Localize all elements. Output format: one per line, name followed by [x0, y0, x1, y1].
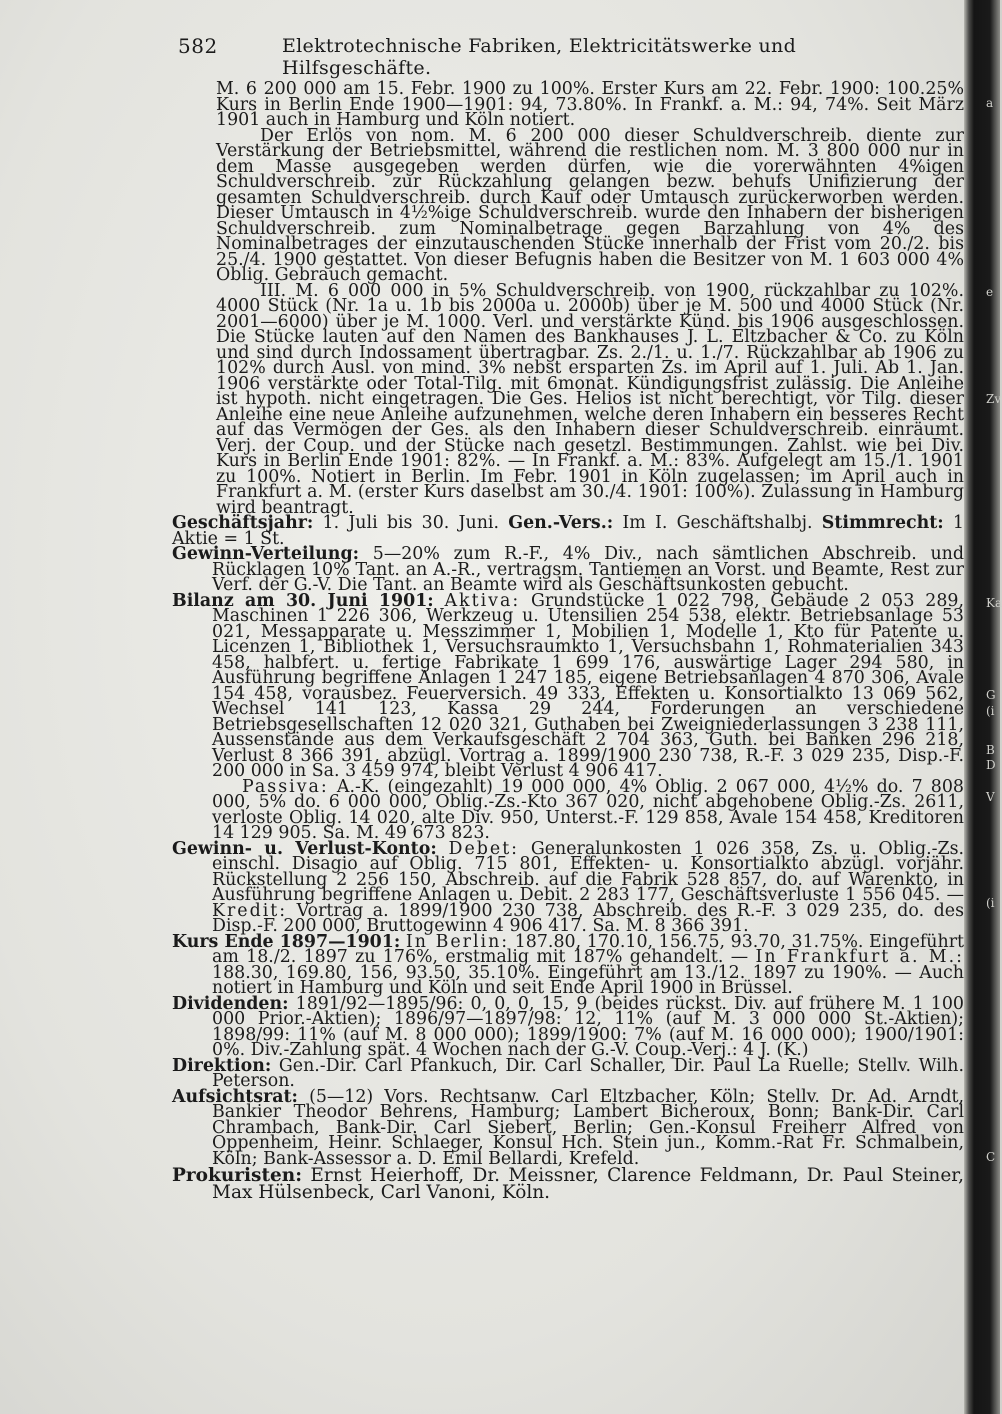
bond-issue-paragraph-2-text: Der Erlös von nom. M. 6 200 000 dieser Schuldverschreib. diente zur Verstärkung der Betriebsmittel, während die restlichen nom. M. 3 800 000 nur in dem Masse ausgegeben werden dürfen, wie die vorerwähnten 4%igen Schuldverschreib. zur Rückzahlung gelangen bezw. behufs Unifizierung der gesamten Schuldverschreib. durch Kauf oder Umtausch zurückerworben werden. Dieser Umtausch in 4½%ige Schuldverschreib. wurde den Inhabern der bisherigen Schuldverschreib. zum Nominalbetrage gegen Barzahlung von 4% des Nominalbetrages der einzutauschenden Stücke innerhalb der Frist vom 20./2. bis 25./4. 1900 gestattet. Von dieser Befugnis haben die Besitzer von M. 1 603 000 4% Oblig. Gebrauch gemacht. — [216, 125, 964, 285]
stimmrecht-label: Stimmrecht: — [821, 513, 944, 533]
gewinn-verteilung-entry — [172, 544, 964, 595]
edge-fragment: V — [986, 790, 995, 804]
running-head: Elektrotechnische Fabriken, Elektricitätswerke und Hilfsgeschäfte. — [282, 35, 797, 79]
gewinn-verteilung-text: 5—20% zum R.-F., 4% Div., nach sämtlichen Abschreib. und Rücklagen 10% Tant. an A.-R., vertragsm. Tantiemen an Vorst. und Beamte, Rest zur Verf. der G.-V. Die Tant. an Beamte wird als Geschäftsunkosten gebucht. — [212, 544, 964, 595]
dividenden-text: 1891/92—1895/96: 0, 0, 0, 15, 9 (beides rückst. Div. auf frühere M. 1 100 000 Prior.-Aktien); 1896/97—1897/98: 12, 11% (auf M. 3 000 000 St.-Aktien); 1898/99: 11% (auf M. 8 000 000); 1899/1900: 7% (auf M. 16 000 000); 1900/1901: 0%. Div.-Zahlung spät. 4 Wochen nach der G.-V. Coup.-Verj.: 4 J. (K.) — [212, 993, 964, 1060]
bilanz-passiva-entry — [172, 776, 964, 843]
geschaeftsjahr-entry — [172, 513, 964, 549]
aktiva-label: Aktiva: — [444, 590, 521, 611]
passiva-label: Passiva: — [242, 776, 329, 797]
geschaeftsjahr-label: Geschäftsjahr: — [172, 513, 314, 533]
bond-issue-paragraph-2 — [172, 125, 964, 285]
passiva-text: A.-K. (eingezahlt) 19 000 000, 4% Oblig. 2 067 000, 4½% do. 7 808 000, 5% do. 6 000 000, Oblig.-Zs.-Kto 367 020, nicht abgehobene Oblig.-Zs. 2611, verloste Oblig. 14 020, alte Div. 950, Unterst.-F. 129 858, Avale 154 458, Kreditoren 14 129 905. Sa. M. 49 673 823. — [212, 776, 964, 843]
gewinn-verteilung-label: Gewinn-Verteilung: — [172, 544, 360, 564]
prokuristen-text: Ernst Heierhoff, Dr. Meissner, Clarence Feldmann, Dr. Paul Steiner, Max Hülsenbeck, Carl Vanoni, Köln. — [212, 1165, 964, 1203]
kredit-text: Vortrag a. 1899/1900 230 738, Abschreib. des R.-F. 3 029 235, do. des Disp.-F. 200 000, Bruttogewinn 4 906 417. Sa. M. 8 366 391. — [212, 900, 964, 936]
stimmrecht-text: 1 Aktie = 1 St. — [172, 513, 964, 549]
adjacent-page-edge — [986, 0, 1000, 1414]
edge-fragment: B — [986, 743, 995, 757]
edge-fragment: (i — [986, 704, 995, 718]
gewinn-verlust-konto-entry — [172, 838, 965, 936]
gen-vers-label: Gen.-Vers.: — [508, 513, 614, 533]
bond-issue-paragraph-1: M. 6 200 000 am 15. Febr. 1900 zu 100%. Erster Kurs am 22. Febr. 1900: 100.25% Kurs in Berlin Ende 1900—1901: 94, 73.80%. In Frankf. a. M.: 94, 74%. Seit März 1901 auch in Hamburg und Köln notiert. — [216, 79, 964, 130]
edge-fragment: a — [986, 96, 994, 110]
direktion-entry — [172, 1055, 964, 1091]
kurs-label: Kurs Ende 1897—1901: — [172, 931, 401, 952]
kurs-berlin-text: 187.80, 170.10, 156.75, 93.70, 31.75%. Eingeführt am 18./2. 1897 zu 176%, erstmalig mit 187% gehandelt. — — [212, 931, 964, 967]
bond-issue-paragraph-3 — [172, 280, 964, 518]
aufsichtsrat-label: Aufsichtsrat: — [172, 1086, 298, 1107]
aufsichtsrat-entry — [172, 1086, 964, 1169]
bilanz-label: Bilanz am 30. Juni 1901: — [172, 590, 434, 611]
gewinn-verlust-konto-label: Gewinn- u. Verlust-Konto: — [172, 838, 437, 859]
edge-fragment: (i — [986, 896, 995, 910]
debet-text: Generalunkosten 1 026 358, Zs. u. Oblig.-Zs. einschl. Disagio auf Oblig. 715 801, Effekten- u. Konsortialkto abzügl. vorjähr. Rückstellung 2 256 150, Abschreib. auf die Fabrik 528 857, do. auf Warenkto, in Ausführung begriffene Anlagen u. Debit. 2 283 177, Geschäftsverluste 1 556 045. — — [212, 838, 965, 905]
geschaeftsjahr-text: 1. Juli bis 30. Juni. — [322, 513, 500, 533]
page-header — [178, 34, 898, 79]
kurs-berlin-label: In Berlin: — [405, 931, 510, 952]
aufsichtsrat-text: (5—12) Vors. Rechtsanw. Carl Eltzbacher, Köln; Stellv. Dr. Ad. Arndt, Bankier Theodor Behrens, Hamburg; Lambert Bicheroux, Bonn; Bank-Dir. Carl Chrambach, Bank-Dir. Carl Siebert, Berlin; Gen.-Konsul Freiherr Alfred von Oppenheim, Heinr. Schlaeger, Konsul Hch. Stein jun., Komm.-Rat Fr. Schmalbein, Köln; Bank-Assessor a. D. Emil Bellardi, Krefeld. — [212, 1086, 964, 1169]
dividenden-label: Dividenden: — [172, 993, 289, 1014]
prokuristen-label: Prokuristen: — [172, 1165, 303, 1186]
direktion-label: Direktion: — [172, 1055, 272, 1076]
dividenden-entry — [172, 993, 964, 1060]
page-body — [172, 79, 965, 1382]
prokuristen-entry — [172, 1167, 964, 1201]
edge-fragment: e — [986, 285, 994, 299]
page-number: 582 — [178, 34, 218, 58]
edge-fragment: Zv — [986, 392, 1002, 406]
kurs-entry — [172, 931, 964, 998]
kurs-frankfurt-label: In Frankfurt a. M.: — [755, 947, 964, 967]
gen-vers-text: Im I. Geschäftshalbj. — [622, 513, 813, 533]
aktiva-text: Grundstücke 1 022 798, Gebäude 2 053 289, Maschinen 1 226 306, Werkzeug u. Utensilien 254 538, elektr. Betriebsanlage 53 021, Messapparate u. Messzimmer 1, Mobilien 1, Modelle 1, Kto für Patente u. Licenzen 1, Bibliothek 1, Versuchsraumkto 1, Versuchsbahn 1, Rohmaterialien 343 458, halbfert. u. fertige Fabrikate 1 699 176, auswärtige Lager 294 580, in Ausführung begriffene Anlagen 1 247 185, eigene Betriebsanlagen 4 870 306, Avale 154 458, vorausbez. Feuerversich. 49 333, Effekten u. Konsortialkto 13 069 562, Wechsel 141 123, Kassa 29 244, Forderungen an verschiedene Betriebsgesellschaften 12 020 321, Guthaben bei Zweigniederlassungen 3 238 111, Aussenstände aus dem Verkaufsgeschäft 2 704 363, Guth. bei Banken 296 218, Verlust 8 366 391, abzügl. Vortrag a. 1899/1900 230 738, R.-F. 3 029 235, Disp.-F. 200 000 in Sa. 3 459 974, bleibt Verlust 4 906 417. — [212, 590, 964, 781]
edge-fragment: G — [986, 688, 996, 702]
bond-issue-paragraph-3-text: III. M. 6 000 000 in 5% Schuldverschreib. von 1900, rückzahlbar zu 102%. 4000 Stück (Nr. 1a u. 1b bis 2000a u. 2000b) über je M. 500 und 4000 Stück (Nr. 2001—6000) über je M. 1000. Verl. und verstärkte Künd. bis 1906 ausgeschlossen. Die Stücke lauten auf den Namen des Bankhauses J. L. Eltzbacher & Co. zu Köln und sind durch Indossament übertragbar. Zs. 2./1. u. 1./7. Rückzahlbar ab 1906 zu 102% durch Ausl. von mind. 3% nebst ersparten Zs. im April auf 1. Juli. Ab 1. Jan. 1906 verstärkte oder Total-Tilg. mit 6monat. Kündigungsfrist zulässig. Die Anleihe ist hypoth. nicht eingetragen. Die Ges. Helios ist nicht berechtigt, vor Tilg. dieser Anleihe eine neue Anleihe aufzunehmen, welche deren Inhabern ein besseres Recht auf das Vermögen der Ges. als den Inhabern dieser Schuldverschreib. einräumt. Verj. der Coup. und der Stücke nach gesetzl. Bestimmungen. Zahlst. wie bei Div. Kurs in Berlin Ende 1901: 82%. — In Frankf. a. M.: 83%. Aufgelegt am 15./1. 1901 zu 100%. Notiert in Berlin. Im Febr. 1901 in Köln zugelassen; im April auch in Frankfurt a. M. (erster Kurs daselbst am 30./4. 1901: 100%). Zulassung in Hamburg wird beantragt. — [216, 280, 964, 518]
edge-fragment: Ka — [986, 596, 1002, 610]
edge-fragment: C — [986, 1150, 996, 1164]
bilanz-aktiva-entry — [172, 590, 964, 781]
debet-label: Debet: — [448, 838, 520, 859]
kredit-label: Kredit: — [212, 900, 288, 921]
direktion-text: Gen.-Dir. Carl Pfankuch, Dir. Carl Schaller, Dir. Paul La Ruelle; Stellv. Wilh. Peterson. — [212, 1055, 964, 1091]
edge-fragment: D — [986, 758, 996, 772]
kurs-frankfurt-text: 188.30, 169.80, 156, 93.50, 35.10%. Eingeführt am 13./12. 1897 zu 190%. — Auch notiert in Hamburg und Köln und seit Ende April 1900 in Brüssel. — [212, 962, 964, 998]
